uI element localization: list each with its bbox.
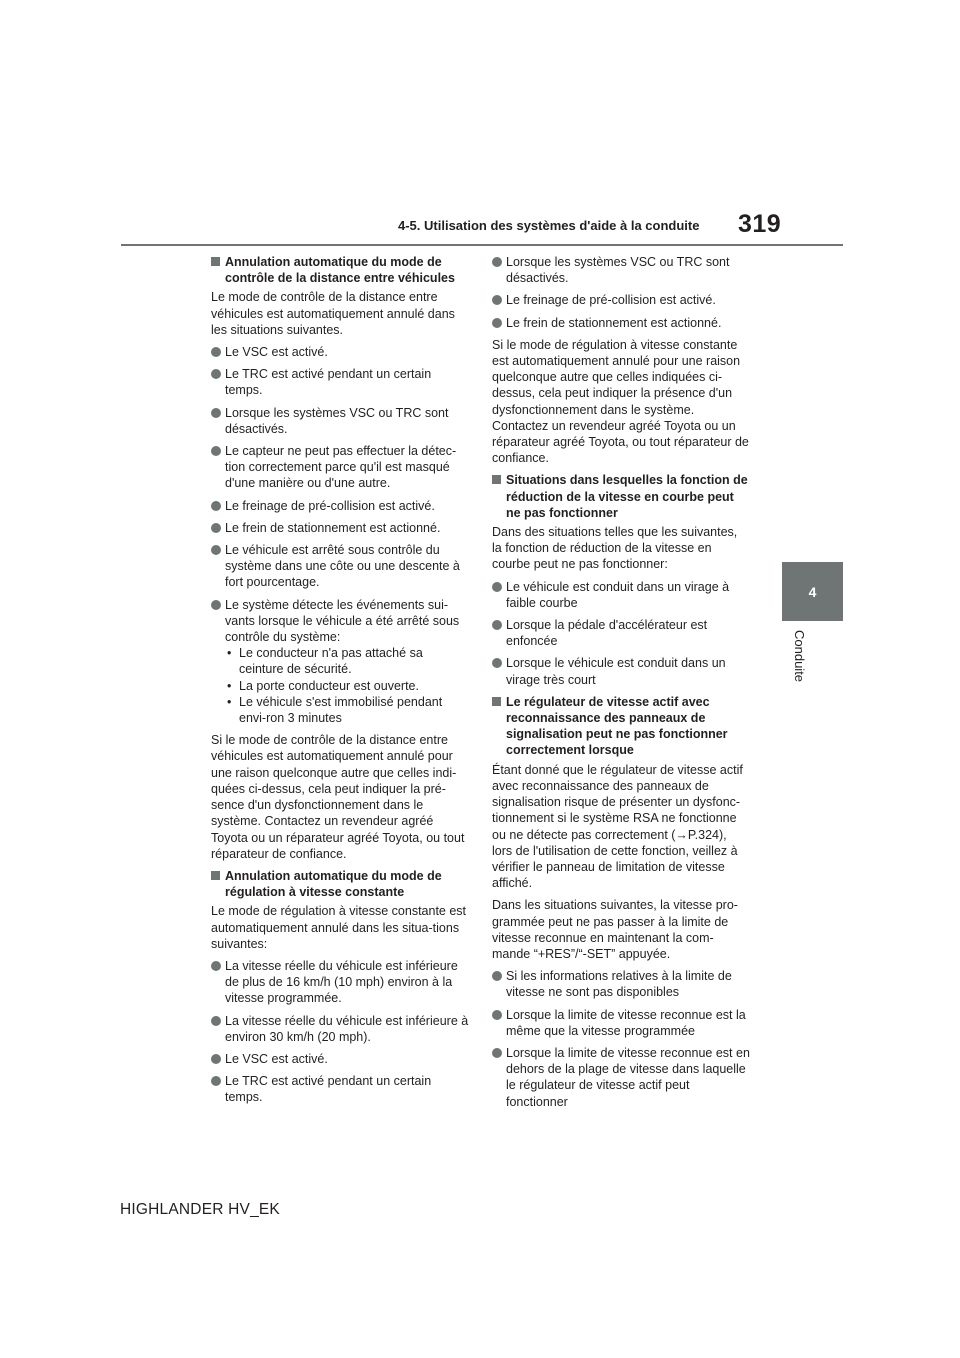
square-bullet-icon [211, 871, 220, 880]
circle-bullet-icon [492, 1010, 502, 1020]
list-item-text: Le freinage de pré-collision est activé. [506, 293, 716, 308]
heading-text: Le régulateur de vitesse actif avec reconnaissance des panneaux de signalisation peut ne pas fonctionner correctement lorsque [506, 694, 728, 758]
circle-bullet-icon [211, 1076, 221, 1086]
list-item-text: Lorsque les systèmes VSC ou TRC sont désactivés. [506, 255, 730, 286]
paragraph: Étant donné que le régulateur de vitesse actif avec reconnaissance des panneaux de signalisation risque de présenter un dysfonc-tionnement si le système RSA ne fonctionne ou ne détecte pas correctement (→P.324), lors de l'utilisation de cette fonction, veillez à vérifier le panneau de limitation de vitesse affiché. [492, 762, 743, 891]
paragraph: Si le mode de contrôle de la distance entre véhicules est automatiquement annulé pour une raison quelconque autre que celles indi-quées ci-dessus, cela peut indiquer la pré-sence d'un dysfonctionnement dans le système. Contactez un revendeur agréé Toyota ou un réparateur agréé Toyota, ou tout réparateur de confiance. [211, 733, 465, 861]
list-item-text: Le freinage de pré-collision est activé. [225, 498, 435, 513]
circle-bullet-icon [492, 318, 502, 328]
list-item-text: Si les informations relatives à la limite de vitesse ne sont pas disponibles [506, 969, 732, 1000]
heading-text: Annulation automatique du mode de régulation à vitesse constante [225, 868, 442, 900]
list-item-text: Le VSC est activé. [225, 1051, 328, 1066]
heading-text: Annulation automatique du mode de contrôle de la distance entre véhicules [225, 255, 455, 286]
sub-list-item [225, 645, 469, 677]
list-item [211, 597, 469, 727]
circle-bullet-icon [211, 600, 221, 610]
list-item-text: Le frein de stationnement est actionné. [225, 520, 441, 535]
sub-list-item [225, 694, 469, 726]
chapter-number: 4 [808, 583, 817, 600]
section-title: 4-5. Utilisation des systèmes d'aide à la conduite [398, 218, 700, 233]
section-heading [492, 472, 750, 521]
square-bullet-icon [492, 475, 501, 484]
circle-bullet-icon [492, 295, 502, 305]
list-item-text: Lorsque la limite de vitesse reconnue est la même que la vitesse programmée [506, 1007, 746, 1038]
paragraph: Dans des situations telles que les suivantes, la fonction de réduction de la vitesse en courbe peut ne pas fonctionner: [492, 525, 738, 572]
paragraph: Si le mode de régulation à vitesse constante est automatiquement annulé pour une raison quelconque autre que celles indiquées ci-dessus, cela peut indiquer la présence d'un dysfonctionnement dans le système. Contactez un revendeur agréé Toyota ou un réparateur agréé Toyota, ou tout réparateur de confiance. [492, 337, 749, 466]
model-footer: HIGHLANDER HV_EK [120, 1201, 280, 1218]
list-item [211, 958, 469, 1007]
circle-bullet-icon [211, 446, 221, 456]
list-item-text: Lorsque la limite de vitesse reconnue est en dehors de la plage de vitesse dans laquelle le régulateur de vitesse actif peut fonctionner [506, 1045, 750, 1109]
heading-text: Situations dans lesquelles la fonction de réduction de la vitesse en courbe peut ne pas fonctionner [506, 473, 748, 520]
chapter-label: Conduite [792, 630, 807, 683]
list-item-text: Le frein de stationnement est actionné. [506, 315, 722, 330]
list-item [492, 254, 750, 286]
page-number: 319 [738, 210, 782, 238]
list-item [492, 579, 750, 611]
circle-bullet-icon [492, 658, 502, 668]
list-item-text: Le véhicule est arrêté sous contrôle du système dans une côte ou une descente à fort pourcentage. [225, 543, 460, 590]
list-item [211, 366, 469, 398]
circle-bullet-icon [211, 1016, 221, 1026]
circle-bullet-icon [492, 582, 502, 592]
circle-bullet-icon [211, 347, 221, 357]
list-item-text: Le système détecte les événements sui-vants lorsque le véhicule a été arrêté sous contrôle du système: [225, 597, 460, 645]
list-item [211, 443, 469, 492]
list-item [211, 542, 469, 591]
left-column [211, 254, 469, 1112]
list-item [211, 498, 469, 514]
section-heading [211, 254, 469, 286]
paragraph: Le mode de régulation à vitesse constante est automatiquement annulé dans les situa-tions suivantes: [211, 904, 467, 951]
sub-list-item [225, 678, 469, 694]
list-item-text: Le TRC est activé pendant un certain temps. [225, 367, 432, 398]
list-item-text: La vitesse réelle du véhicule est inférieure à environ 30 km/h (20 mph). [225, 1013, 469, 1044]
circle-bullet-icon [211, 408, 221, 418]
list-item [211, 405, 469, 437]
sub-list-item-text: Le conducteur n'a pas attaché sa ceinture de sécurité. [239, 646, 423, 677]
header-divider [121, 244, 843, 246]
small-bullet-icon: • [227, 678, 232, 693]
circle-bullet-icon [211, 1054, 221, 1064]
small-bullet-icon: • [227, 646, 232, 661]
list-item-text: Lorsque les systèmes VSC ou TRC sont désactivés. [225, 405, 449, 436]
section-heading [211, 868, 469, 900]
paragraph: Dans les situations suivantes, la vitesse pro-grammée peut ne pas passer à la limite de vitesse reconnue en maintenant la com-mande “+RES”/“-SET” appuyée. [492, 898, 738, 961]
circle-bullet-icon [492, 620, 502, 630]
list-item-text: Le capteur ne peut pas effectuer la détec-tion correctement parce qu'il est masqué d'une manière ou d'une autre. [225, 444, 457, 491]
list-item-text: Le VSC est activé. [225, 345, 328, 360]
circle-bullet-icon [211, 369, 221, 379]
list-item [492, 1045, 750, 1110]
list-item [492, 315, 750, 331]
list-item [492, 1007, 750, 1039]
square-bullet-icon [211, 257, 220, 266]
list-item [492, 655, 750, 687]
list-item-text: La vitesse réelle du véhicule est inférieure de plus de 16 km/h (10 mph) environ à la vitesse programmée. [225, 958, 458, 1006]
circle-bullet-icon [492, 971, 502, 981]
paragraph: Le mode de contrôle de la distance entre véhicules est automatiquement annulé dans les situations suivantes. [211, 290, 455, 337]
list-item [211, 1073, 469, 1105]
list-item [211, 520, 469, 536]
list-item [211, 1051, 469, 1067]
list-item-text: Le TRC est activé pendant un certain temps. [225, 1074, 432, 1105]
list-item [492, 617, 750, 649]
right-column [492, 254, 750, 1116]
chapter-tab [782, 562, 843, 621]
list-item-text: Le véhicule est conduit dans un virage à faible courbe [506, 579, 730, 610]
circle-bullet-icon [492, 1048, 502, 1058]
list-item-text: Lorsque la pédale d'accélérateur est enfoncée [506, 618, 708, 649]
list-item [492, 292, 750, 308]
sub-list-item-text: Le véhicule s'est immobilisé pendant envi-ron 3 minutes [239, 694, 443, 726]
list-item [492, 968, 750, 1000]
circle-bullet-icon [211, 523, 221, 533]
small-bullet-icon: • [227, 694, 232, 709]
circle-bullet-icon [492, 257, 502, 267]
circle-bullet-icon [211, 545, 221, 555]
circle-bullet-icon [211, 501, 221, 511]
list-item [211, 1013, 469, 1045]
circle-bullet-icon [211, 961, 221, 971]
section-heading [492, 694, 750, 759]
list-item-text: Lorsque le véhicule est conduit dans un virage très court [506, 656, 726, 687]
list-item [211, 344, 469, 360]
sub-list-item-text: La porte conducteur est ouverte. [239, 678, 419, 693]
square-bullet-icon [492, 697, 501, 706]
